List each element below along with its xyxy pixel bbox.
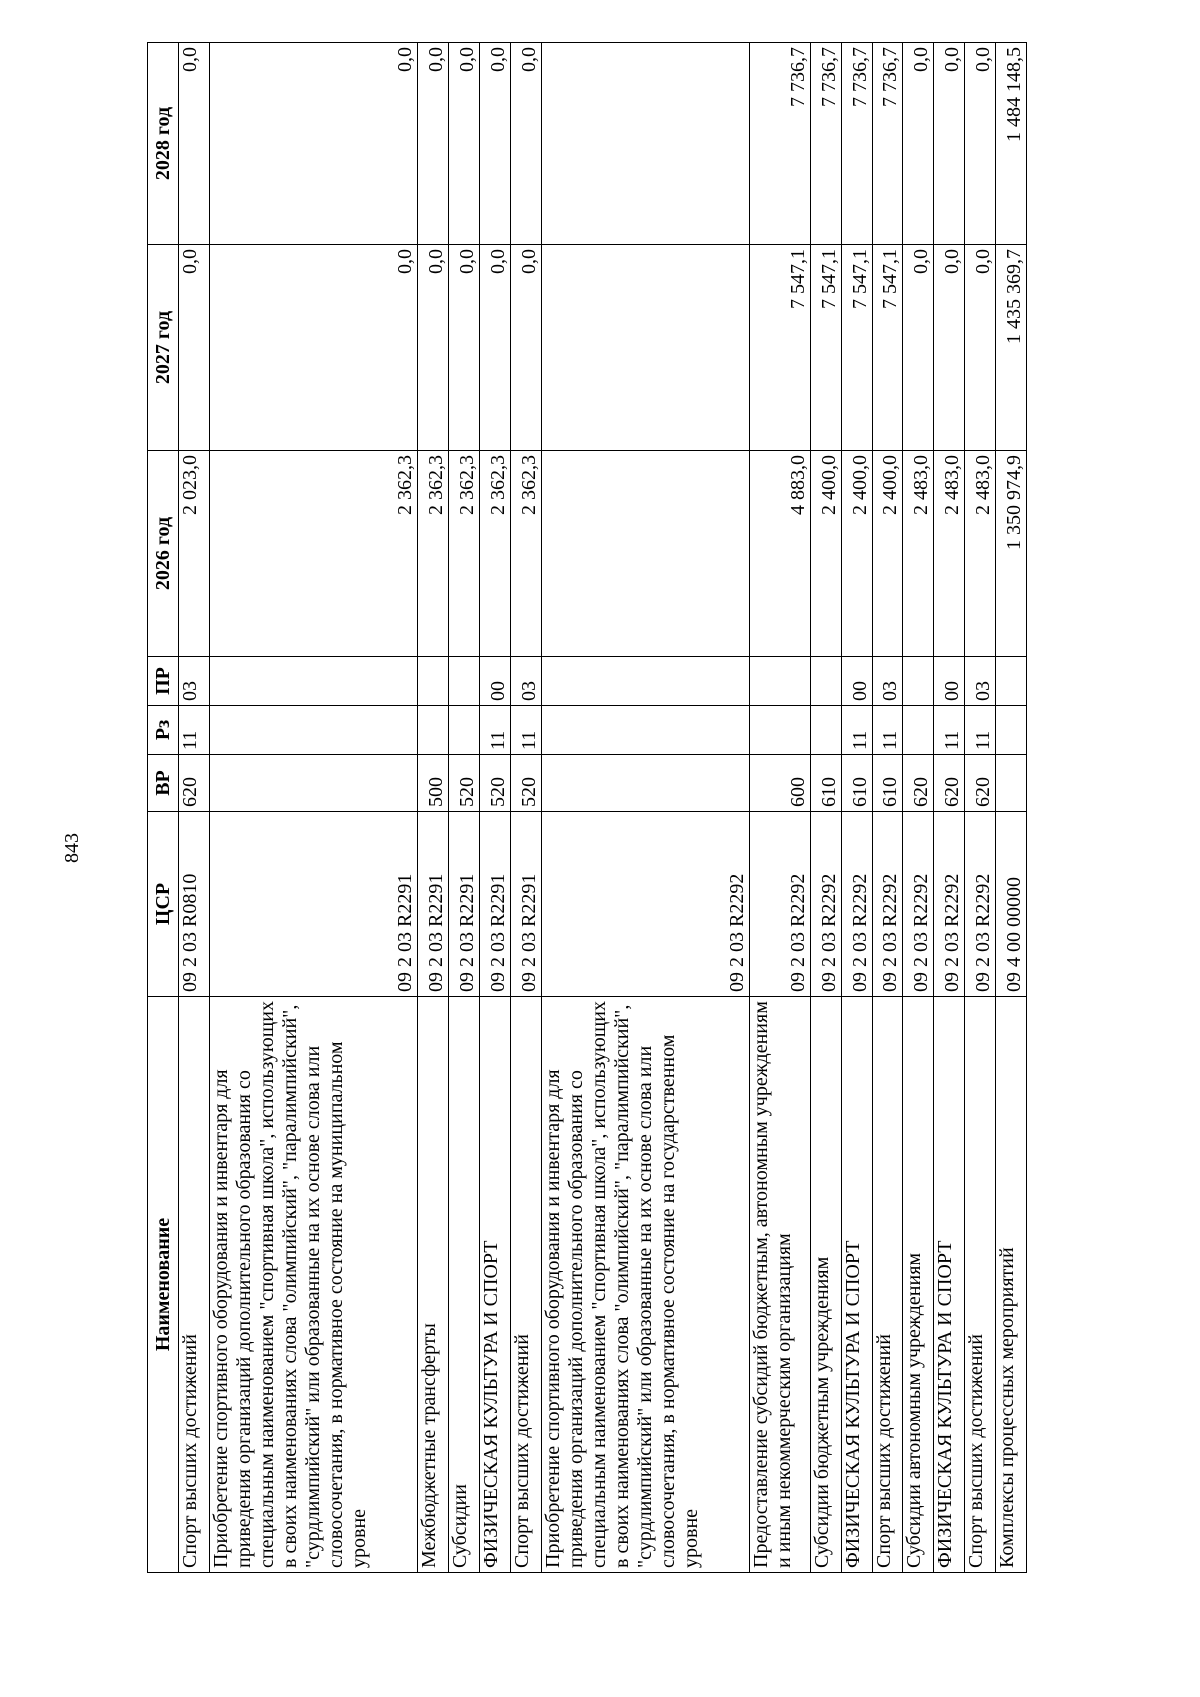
- cell-rz: 11: [179, 706, 210, 755]
- cell-rz: 11: [510, 706, 541, 755]
- cell-y2026: 2 483,0: [934, 451, 965, 657]
- cell-vr: [209, 755, 417, 812]
- cell-y2028: 0,0: [179, 43, 210, 245]
- cell-y2027: 7 547,1: [841, 245, 872, 451]
- cell-csr: 09 2 03 R2291: [510, 812, 541, 997]
- cell-name: ФИЗИЧЕСКАЯ КУЛЬТУРА И СПОРТ: [841, 997, 872, 1573]
- cell-pr: [209, 657, 417, 706]
- cell-y2026: 2 362,3: [449, 451, 480, 657]
- table-row: [965, 43, 996, 1573]
- cell-pr: [810, 657, 841, 706]
- cell-pr: [449, 657, 480, 706]
- cell-y2028: 0,0: [418, 43, 449, 245]
- cell-y2027: 0,0: [903, 245, 934, 451]
- cell-y2028: 0,0: [903, 43, 934, 245]
- table-row: [209, 43, 417, 1573]
- cell-y2028: 0,0: [209, 43, 417, 245]
- cell-y2026: 2 362,3: [510, 451, 541, 657]
- cell-y2028: 7 736,7: [872, 43, 903, 245]
- cell-y2026: 2 362,3: [418, 451, 449, 657]
- cell-name: Спорт высших достижений: [872, 997, 903, 1573]
- cell-vr: 620: [965, 755, 996, 812]
- cell-csr: 09 2 03 R2292: [750, 812, 810, 997]
- cell-rz: 11: [480, 706, 511, 755]
- cell-vr: 610: [841, 755, 872, 812]
- cell-pr: 00: [934, 657, 965, 706]
- cell-y2027: 0,0: [510, 245, 541, 451]
- cell-pr: [903, 657, 934, 706]
- cell-y2027: 0,0: [934, 245, 965, 451]
- header-2027: 2027 год: [148, 245, 179, 451]
- cell-name: Субсидии бюджетным учреждениям: [810, 997, 841, 1573]
- cell-vr: 520: [449, 755, 480, 812]
- cell-pr: 00: [841, 657, 872, 706]
- cell-name: Приобретение спортивного оборудования и инвентаря для приведения организаций дополнительного образования со специальным наименованием "спортивная школа", использующих в своих наименованиях слова "олимпийский", "паралимпийский", "сурдлимпийский" или образованные на их основе слова или словосочетания, в нормативное состояние на государственном уровне: [541, 997, 749, 1573]
- table-row: [903, 43, 934, 1573]
- cell-csr: 09 2 03 R2292: [541, 812, 749, 997]
- cell-rz: [996, 706, 1027, 755]
- cell-csr: 09 2 03 R2292: [934, 812, 965, 997]
- cell-name: Субсидии автономным учреждениям: [903, 997, 934, 1573]
- budget-table: [147, 42, 1027, 1573]
- cell-csr: 09 2 03 R0810: [179, 812, 210, 997]
- table-row: [872, 43, 903, 1573]
- cell-vr: 610: [810, 755, 841, 812]
- cell-csr: 09 2 03 R2292: [810, 812, 841, 997]
- cell-y2026: 2 400,0: [810, 451, 841, 657]
- cell-y2028: 7 736,7: [841, 43, 872, 245]
- cell-name: Приобретение спортивного оборудования и инвентаря для приведения организаций дополнительного образования со специальным наименованием "спортивная школа", использующих в своих наименованиях слова "олимпийский", "паралимпийский", "сурдлимпийский" или образованные на их основе слова или словосочетания, в нормативное состояние на муниципальном уровне: [209, 997, 417, 1573]
- cell-name: Субсидии: [449, 997, 480, 1573]
- cell-y2028: 0,0: [934, 43, 965, 245]
- cell-y2027: 0,0: [209, 245, 417, 451]
- cell-y2028: 0,0: [965, 43, 996, 245]
- cell-rz: 11: [965, 706, 996, 755]
- cell-pr: 00: [480, 657, 511, 706]
- cell-csr: 09 2 03 R2291: [449, 812, 480, 997]
- cell-y2028: 0,0: [480, 43, 511, 245]
- header-name: Наименование: [148, 997, 179, 1573]
- cell-rz: [449, 706, 480, 755]
- header-2026: 2026 год: [148, 451, 179, 657]
- table-row: [480, 43, 511, 1573]
- cell-y2027: 7 547,1: [810, 245, 841, 451]
- rotated-table-container: [147, 43, 1027, 1573]
- header-csr: ЦСР: [148, 812, 179, 997]
- cell-y2027: 0,0: [418, 245, 449, 451]
- cell-pr: [750, 657, 810, 706]
- cell-y2028: 1 484 148,5: [996, 43, 1027, 245]
- cell-y2026: 2 023,0: [179, 451, 210, 657]
- header-2028: 2028 год: [148, 43, 179, 245]
- table-row: [810, 43, 841, 1573]
- cell-pr: 03: [965, 657, 996, 706]
- cell-rz: [418, 706, 449, 755]
- cell-name: ФИЗИЧЕСКАЯ КУЛЬТУРА И СПОРТ: [480, 997, 511, 1573]
- cell-vr: 620: [179, 755, 210, 812]
- cell-y2027: 0,0: [179, 245, 210, 451]
- cell-vr: 520: [510, 755, 541, 812]
- table-row: [750, 43, 810, 1573]
- table-row: [179, 43, 210, 1573]
- cell-csr: 09 2 03 R2292: [903, 812, 934, 997]
- cell-y2026: 2 400,0: [841, 451, 872, 657]
- cell-rz: 11: [934, 706, 965, 755]
- cell-pr: 03: [872, 657, 903, 706]
- cell-name: Спорт высших достижений: [510, 997, 541, 1573]
- cell-csr: 09 2 03 R2291: [209, 812, 417, 997]
- cell-y2026: 2 362,3: [209, 451, 417, 657]
- cell-y2027: [541, 245, 749, 451]
- cell-pr: [996, 657, 1027, 706]
- cell-csr: 09 2 03 R2291: [480, 812, 511, 997]
- cell-y2026: 2 400,0: [872, 451, 903, 657]
- cell-y2028: [541, 43, 749, 245]
- cell-name: ФИЗИЧЕСКАЯ КУЛЬТУРА И СПОРТ: [934, 997, 965, 1573]
- cell-csr: 09 2 03 R2292: [965, 812, 996, 997]
- cell-vr: 610: [872, 755, 903, 812]
- table-row: [841, 43, 872, 1573]
- table-row: [449, 43, 480, 1573]
- header-row: [148, 43, 179, 1573]
- cell-y2026: 4 883,0: [750, 451, 810, 657]
- cell-y2026: 2 362,3: [480, 451, 511, 657]
- cell-y2026: 1 350 974,9: [996, 451, 1027, 657]
- cell-pr: [541, 657, 749, 706]
- cell-vr: [996, 755, 1027, 812]
- cell-pr: 03: [510, 657, 541, 706]
- cell-rz: [903, 706, 934, 755]
- cell-pr: [418, 657, 449, 706]
- cell-y2027: 0,0: [480, 245, 511, 451]
- cell-rz: [810, 706, 841, 755]
- page-number: 843: [61, 833, 83, 863]
- cell-y2028: 0,0: [449, 43, 480, 245]
- cell-rz: 11: [872, 706, 903, 755]
- cell-csr: 09 2 03 R2292: [841, 812, 872, 997]
- table-row: [418, 43, 449, 1573]
- table-row: [996, 43, 1027, 1573]
- cell-rz: [750, 706, 810, 755]
- cell-vr: 620: [903, 755, 934, 812]
- cell-name: Спорт высших достижений: [179, 997, 210, 1573]
- cell-y2028: 7 736,7: [750, 43, 810, 245]
- cell-pr: 03: [179, 657, 210, 706]
- header-pr: ПР: [148, 657, 179, 706]
- cell-name: Комплексы процессных мероприятий: [996, 997, 1027, 1573]
- header-vr: ВР: [148, 755, 179, 812]
- cell-y2026: 2 483,0: [965, 451, 996, 657]
- cell-rz: [541, 706, 749, 755]
- cell-vr: [541, 755, 749, 812]
- cell-name: Межбюджетные трансферты: [418, 997, 449, 1573]
- cell-y2026: 2 483,0: [903, 451, 934, 657]
- cell-y2027: 0,0: [965, 245, 996, 451]
- cell-csr: 09 2 03 R2292: [872, 812, 903, 997]
- table-row: [541, 43, 749, 1573]
- cell-vr: 520: [480, 755, 511, 812]
- cell-y2028: 7 736,7: [810, 43, 841, 245]
- table-row: [510, 43, 541, 1573]
- cell-rz: 11: [841, 706, 872, 755]
- cell-y2027: 0,0: [449, 245, 480, 451]
- table-body: [179, 43, 1027, 1573]
- cell-csr: 09 2 03 R2291: [418, 812, 449, 997]
- cell-y2027: 7 547,1: [872, 245, 903, 451]
- cell-vr: 500: [418, 755, 449, 812]
- cell-y2026: [541, 451, 749, 657]
- cell-vr: 600: [750, 755, 810, 812]
- header-rz: Рз: [148, 706, 179, 755]
- table-row: [934, 43, 965, 1573]
- cell-y2027: 7 547,1: [750, 245, 810, 451]
- cell-name: Спорт высших достижений: [965, 997, 996, 1573]
- cell-name: Предоставление субсидий бюджетным, автономным учреждениям и иным некоммерческим организациям: [750, 997, 810, 1573]
- cell-y2028: 0,0: [510, 43, 541, 245]
- cell-y2027: 1 435 369,7: [996, 245, 1027, 451]
- cell-vr: 620: [934, 755, 965, 812]
- cell-csr: 09 4 00 00000: [996, 812, 1027, 997]
- cell-rz: [209, 706, 417, 755]
